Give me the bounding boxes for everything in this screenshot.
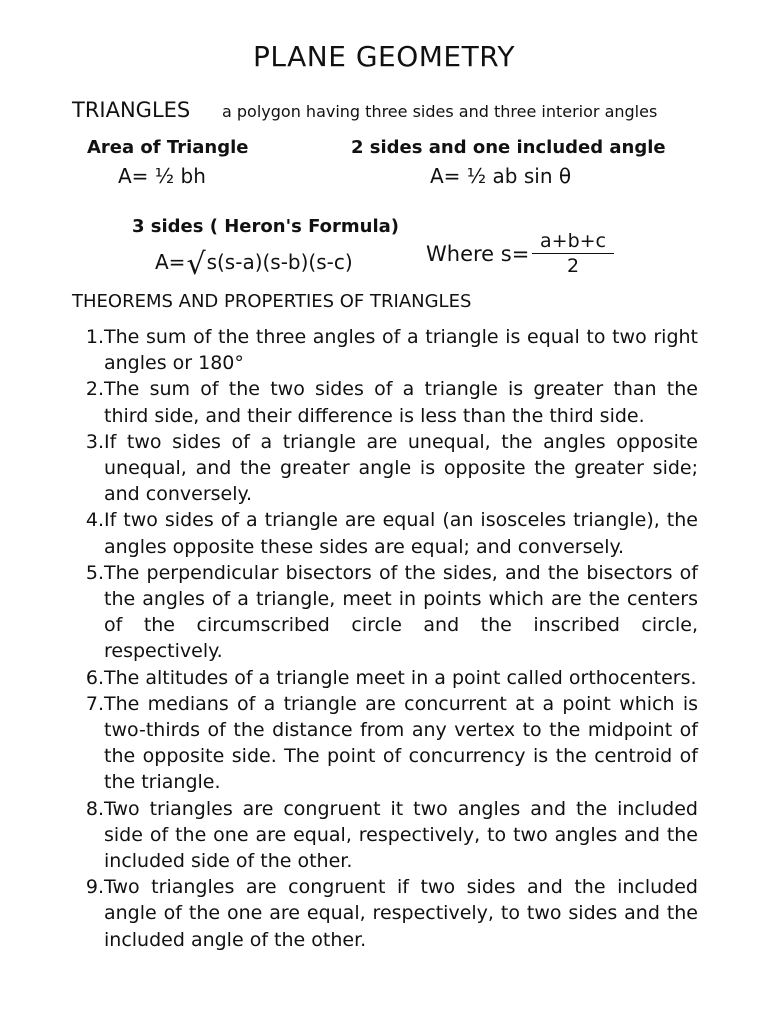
where-label: Where s=	[426, 242, 530, 266]
theorem-item	[78, 665, 698, 691]
semi-perimeter-fraction	[532, 230, 614, 277]
fraction-denominator: 2	[566, 255, 580, 277]
theorem-list	[78, 324, 698, 953]
theorem-text: If two sides of a triangle are unequal, the angles opposite unequal, and the greater angle is opposite the greater side; and conversely.	[104, 430, 698, 506]
theorem-item	[78, 874, 698, 953]
theorems-heading: THEOREMS AND PROPERTIES OF TRIANGLES	[72, 291, 472, 312]
theorem-number: 1.	[85, 326, 104, 348]
theorem-number: 5.	[85, 561, 104, 584]
theorem-item	[78, 429, 698, 508]
page-title: PLANE GEOMETRY	[253, 40, 515, 73]
theorem-number: 2.	[85, 378, 104, 401]
theorem-number: 6.	[85, 666, 104, 689]
fraction-numerator: a+b+c	[540, 230, 606, 252]
theorem-number: 8.	[85, 797, 104, 820]
theorem-number: 3.	[85, 430, 104, 453]
theorem-text: The sum of the three angles of a triangle is equal to two right angles or 180°	[104, 326, 698, 375]
square-root-icon: √	[186, 247, 206, 282]
theorem-item	[78, 560, 698, 665]
theorem-item	[78, 507, 698, 559]
area-formula: A= ½ bh	[118, 164, 206, 188]
theorem-item	[78, 691, 698, 796]
theorem-number: 7.	[85, 692, 104, 715]
heron-formula	[155, 247, 353, 282]
heron-prefix: A=	[155, 250, 186, 274]
theorem-item	[78, 796, 698, 875]
heron-heading: 3 sides ( Heron's Formula)	[132, 216, 399, 237]
theorem-text: The sum of the two sides of a triangle is greater than the third side, and their difference is less than the third side.	[104, 378, 698, 427]
sas-formula: A= ½ ab sin θ	[430, 164, 572, 188]
sas-heading: 2 sides and one included angle	[351, 137, 666, 158]
section-heading: TRIANGLES	[72, 98, 191, 122]
fraction-bar	[532, 253, 614, 254]
theorem-text: The altitudes of a triangle meet in a point called orthocenters.	[104, 666, 697, 689]
theorem-text: If two sides of a triangle are equal (an isosceles triangle), the angles opposite these sides are equal; and conversely.	[104, 509, 698, 558]
theorem-item	[78, 324, 698, 376]
theorem-item	[78, 376, 698, 428]
section-description: a polygon having three sides and three interior angles	[222, 102, 658, 121]
theorem-number: 9.	[85, 876, 104, 899]
area-heading: Area of Triangle	[87, 137, 249, 158]
theorem-number: 4.	[85, 509, 104, 532]
heron-radicand: s(s-a)(s-b)(s-c)	[206, 250, 353, 274]
theorem-text: Two triangles are congruent if two sides and the included angle of the one are equal, respectively, to two sides and the included angle of the other.	[104, 876, 698, 951]
theorem-text: The medians of a triangle are concurrent at a point which is two-thirds of the distance from any vertex to the midpoint of the opposite side. The point of concurrency is the centroid of the triangle.	[104, 692, 698, 794]
theorem-text: The perpendicular bisectors of the sides, and the bisectors of the angles of a triangle, meet in points which are the centers of the circumscribed circle and the inscribed circle, respectively.	[104, 561, 698, 663]
theorem-text: Two triangles are congruent it two angles and the included side of the one are equal, respectively, to two angles and the included side of the other.	[104, 797, 698, 873]
